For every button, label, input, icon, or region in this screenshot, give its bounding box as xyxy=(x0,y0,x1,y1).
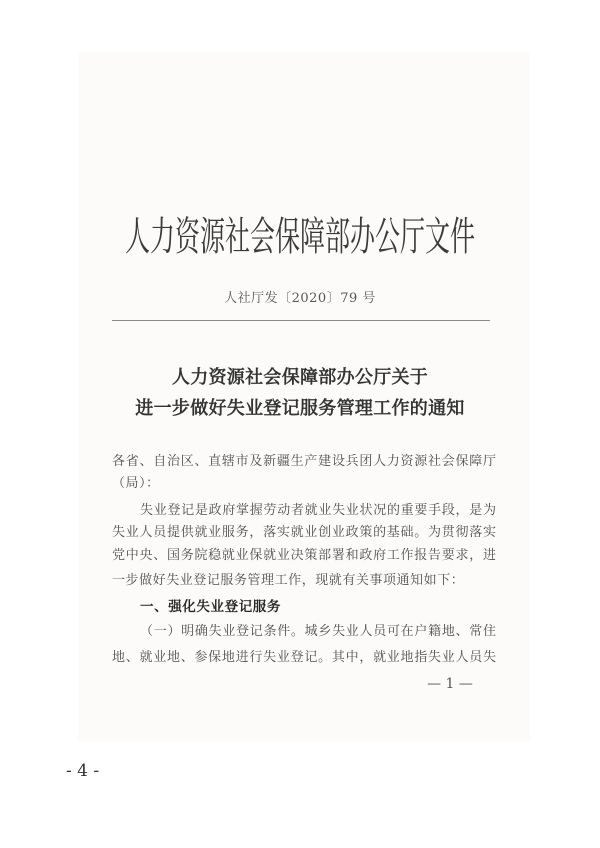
salutation-line: （局）： xyxy=(112,476,160,491)
paragraph-line: 失业人员提供就业服务，落实就业创业政策的基础。为贯彻落实 xyxy=(112,525,496,540)
header-divider xyxy=(112,320,490,321)
section-heading: 一、强化失业登记服务 xyxy=(140,599,281,615)
salutation-line: 各省、自治区、直辖市及新疆生产建设兵团人力资源社会保障厅 xyxy=(112,454,496,469)
outer-page-number: - 4 - xyxy=(66,761,100,781)
document-number: 人社厅发〔2020〕79 号 xyxy=(224,291,376,306)
notice-title-line-1: 人力资源社会保障部办公厅关于 xyxy=(171,367,429,388)
paragraph-line: 失业登记是政府掌握劳动者就业失业状况的重要手段，是为 xyxy=(140,503,496,518)
document-header-title: 人力资源社会保障部办公厅文件 xyxy=(124,213,475,260)
paragraph-line: 地、就业地、参保地进行失业登记。其中，就业地指失业人员失 xyxy=(112,650,496,665)
paragraph-line: （一）明确失业登记条件。城乡失业人员可在户籍地、常住 xyxy=(140,624,496,639)
paragraph-line: 一步做好失业登记服务管理工作，现就有关事项通知如下： xyxy=(112,573,465,588)
notice-title-line-2: 进一步做好失业登记服务管理工作的通知 xyxy=(135,398,465,419)
inner-page-number: — 1 — xyxy=(427,676,473,692)
paragraph-line: 党中央、国务院稳就业保就业决策部署和政府工作报告要求，进 xyxy=(112,548,496,563)
